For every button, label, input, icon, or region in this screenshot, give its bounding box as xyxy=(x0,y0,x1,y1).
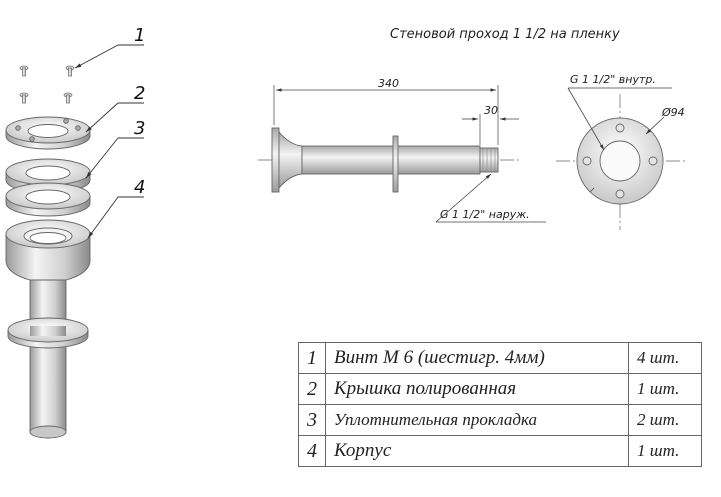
inner-thread-label: G 1 1/2" внутр. xyxy=(570,73,656,86)
body xyxy=(6,220,90,438)
part-quantity: 1 шт. xyxy=(629,436,702,467)
parts-table xyxy=(298,342,702,467)
callout-3: 3 xyxy=(134,118,146,139)
callout-1: 1 xyxy=(134,25,146,46)
part-number: 3 xyxy=(299,405,326,436)
table-row xyxy=(299,405,702,436)
dim-thread-length: 30 xyxy=(484,104,498,117)
screws xyxy=(20,66,74,103)
part-name: Винт М 6 (шестигр. 4мм) xyxy=(326,343,629,374)
part-number: 1 xyxy=(299,343,326,374)
part-name: Крышка полированная xyxy=(326,374,629,405)
exploded-view xyxy=(6,25,145,438)
part-number: 2 xyxy=(299,374,326,405)
callout-4: 4 xyxy=(134,177,146,198)
flange-diameter-label: Ø94 xyxy=(662,106,685,119)
part-name: Корпус xyxy=(326,436,629,467)
drawing-title: Стеновой проход 1 1/2 на пленку xyxy=(390,27,620,42)
part-number: 4 xyxy=(299,436,326,467)
dim-length: 340 xyxy=(378,77,399,90)
part-name: Уплотнительная прокладка xyxy=(326,405,629,436)
part-quantity: 2 шт. xyxy=(629,405,702,436)
cover-ring xyxy=(6,117,90,149)
part-quantity: 1 шт. xyxy=(629,374,702,405)
table-row xyxy=(299,436,702,467)
part-quantity: 4 шт. xyxy=(629,343,702,374)
table-row xyxy=(299,374,702,405)
gaskets xyxy=(6,159,90,216)
side-view xyxy=(258,77,546,222)
callout-2: 2 xyxy=(134,83,146,104)
table-row xyxy=(299,343,702,374)
outer-thread-label: G 1 1/2" наруж. xyxy=(440,208,530,221)
end-view xyxy=(556,73,688,230)
